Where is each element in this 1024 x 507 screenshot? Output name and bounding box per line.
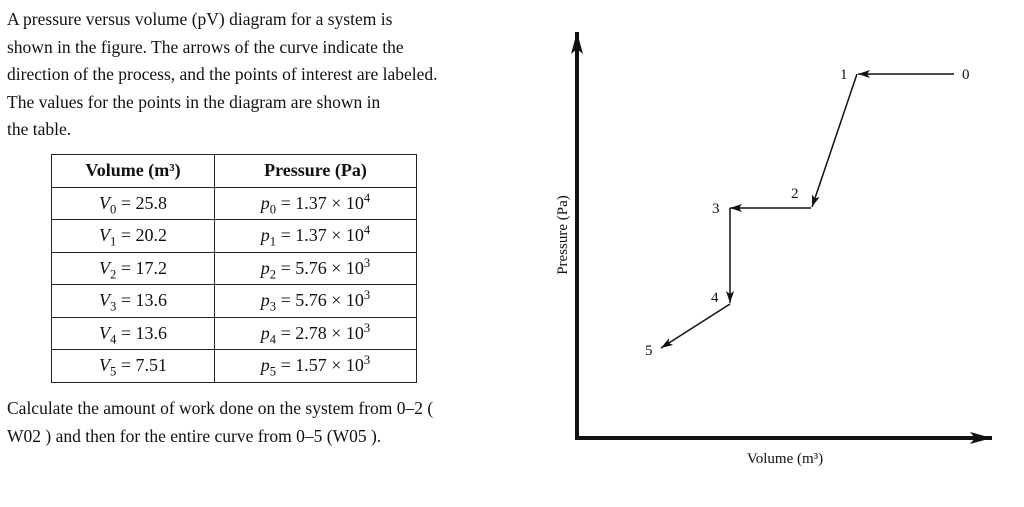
pressure-exponent: 4 bbox=[363, 190, 371, 205]
segment-1-2 bbox=[812, 74, 857, 207]
pressure-symbol: p bbox=[260, 290, 270, 311]
intro-line: the table. bbox=[7, 119, 72, 139]
point-label-3: 3 bbox=[712, 201, 720, 217]
pressure-subscript: 5 bbox=[269, 364, 277, 379]
point-label-4: 4 bbox=[711, 290, 719, 306]
volume-header: Volume (m³) bbox=[52, 155, 215, 188]
volume-value: = 17.2 bbox=[120, 257, 167, 278]
pressure-value: = 2.78 × 10 bbox=[280, 322, 364, 343]
volume-subscript: 3 bbox=[110, 299, 117, 314]
volume-subscript: 4 bbox=[110, 332, 117, 347]
segment-4-5 bbox=[661, 304, 730, 348]
volume-subscript: 5 bbox=[110, 364, 117, 379]
pressure-symbol: p bbox=[260, 257, 270, 278]
pressure-subscript: 4 bbox=[269, 332, 277, 347]
pressure-value: = 1.57 × 10 bbox=[280, 355, 364, 376]
pressure-symbol: p bbox=[260, 322, 270, 343]
pressure-exponent: 3 bbox=[363, 288, 371, 303]
point-label-1: 1 bbox=[840, 67, 848, 83]
pressure-exponent: 4 bbox=[363, 223, 371, 238]
pressure-subscript: 0 bbox=[269, 202, 277, 217]
volume-value: = 20.2 bbox=[120, 225, 167, 246]
x-axis-label: Volume (m³) bbox=[746, 451, 824, 467]
pressure-symbol: p bbox=[260, 225, 270, 246]
question-line: W02 ) and then for the entire curve from 0–5 (W05 ). bbox=[7, 426, 382, 446]
pressure-symbol: p bbox=[260, 192, 270, 213]
pressure-value: = 5.76 × 10 bbox=[280, 257, 364, 278]
volume-symbol: V bbox=[99, 192, 111, 213]
volume-value: = 13.6 bbox=[120, 322, 167, 343]
point-label-5: 5 bbox=[645, 343, 653, 359]
pressure-header: Pressure (Pa) bbox=[215, 155, 417, 188]
intro-line: shown in the figure. The arrows of the curve indicate the bbox=[7, 36, 404, 57]
intro-line: The values for the points in the diagram are shown in bbox=[7, 91, 381, 112]
point-label-0: 0 bbox=[962, 67, 970, 83]
intro-line: A pressure versus volume (pV) diagram for a system is bbox=[7, 9, 393, 29]
pressure-subscript: 1 bbox=[269, 234, 277, 249]
volume-subscript: 1 bbox=[110, 234, 117, 249]
volume-symbol: V bbox=[99, 322, 111, 343]
question-line: Calculate the amount of work done on the system from 0–2 ( bbox=[7, 398, 434, 418]
pressure-exponent: 3 bbox=[363, 255, 371, 270]
point-label-2: 2 bbox=[791, 186, 799, 202]
pressure-value: = 1.37 × 10 bbox=[280, 192, 364, 213]
pressure-exponent: 3 bbox=[363, 320, 371, 335]
volume-subscript: 2 bbox=[110, 267, 117, 282]
intro-line: direction of the process, and the points of interest are labeled. bbox=[7, 64, 438, 84]
pressure-exponent: 3 bbox=[363, 353, 371, 368]
pressure-value: = 5.76 × 10 bbox=[280, 290, 364, 311]
pressure-subscript: 2 bbox=[269, 267, 277, 282]
y-axis-label: Pressure (Pa) bbox=[555, 195, 571, 275]
pressure-subscript: 3 bbox=[269, 299, 277, 314]
pressure-symbol: p bbox=[260, 355, 270, 376]
volume-value: = 25.8 bbox=[120, 192, 167, 213]
pressure-value: = 1.37 × 10 bbox=[280, 225, 364, 246]
volume-symbol: V bbox=[99, 290, 111, 311]
volume-symbol: V bbox=[99, 225, 111, 246]
volume-symbol: V bbox=[99, 355, 111, 376]
volume-symbol: V bbox=[99, 257, 111, 278]
volume-value: = 13.6 bbox=[120, 290, 167, 311]
volume-subscript: 0 bbox=[110, 202, 117, 217]
volume-value: = 7.51 bbox=[120, 355, 167, 376]
